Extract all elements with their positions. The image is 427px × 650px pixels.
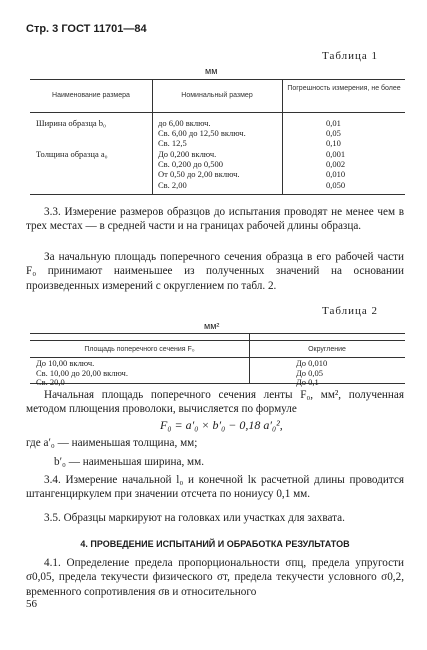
table1-caption: Таблица 1 bbox=[322, 50, 379, 62]
table-cell: Толщина образца a₀ bbox=[36, 149, 108, 159]
table2-top-border bbox=[30, 340, 405, 341]
table2-header-rounding: Округление bbox=[308, 346, 346, 353]
where-width: b′₀ — наименьшая ширина, мм. bbox=[54, 456, 205, 468]
paragraph-3-5: 3.5. Образцы маркируют на головках или участках для захвата. bbox=[44, 512, 345, 524]
table2-col-divider bbox=[249, 333, 250, 383]
table-cell: До 10,00 включ. Св. 10,00 до 20,00 включ. Св. 20,0 bbox=[36, 358, 128, 387]
table1-header-border bbox=[30, 112, 405, 113]
table1-header-name: Наименование размера bbox=[52, 92, 130, 99]
table-cell: до 6,00 включ. Св. 6,00 до 12,50 включ. Св. 12,5 bbox=[158, 118, 246, 149]
table2-header-area: Площадь поперечного сечения F₀ bbox=[84, 346, 195, 353]
table1-units: мм bbox=[205, 66, 218, 76]
page-number: 56 bbox=[26, 598, 37, 610]
table-cell: 0,001 0,002 0,010 0,050 bbox=[326, 149, 346, 190]
paragraph-area: За начальную площадь поперечного сечения образца в его рабочей части F₀ принимают наименьшее из полученных значений на основании произведенных измерений с округлением по табл. 2. bbox=[26, 251, 404, 292]
paragraph-4-1: 4.1. Определение предела пропорциональности σпц, предела упругости σ0,05, предела текучести физического σт, предела текучести условного σ0,2, временного сопротивления σв и относительного bbox=[26, 557, 404, 598]
table2-caption: Таблица 2 bbox=[322, 305, 379, 317]
paragraph-3-3: 3.3. Измерение размеров образцов до испытания проводят не менее чем в трех местах — в средней части и на границах рабочей длины образца. bbox=[26, 206, 404, 233]
table-cell: 0,01 0,05 0,10 bbox=[326, 118, 341, 149]
table1-bottom-border bbox=[30, 194, 405, 195]
section-4-title: 4. ПРОВЕДЕНИЕ ИСПЫТАНИЙ И ОБРАБОТКА РЕЗУЛЬТАТОВ bbox=[80, 539, 350, 549]
paragraph-initial-area: Начальная площадь поперечного сечения ленты F₀, мм², полученная методом плющения проволоки, вычисляется по формуле bbox=[26, 389, 404, 416]
where-thickness: где a′₀ — наименьшая толщина, мм; bbox=[26, 437, 198, 449]
table-cell: Ширина образца b₀ bbox=[36, 118, 106, 128]
formula: F₀ = a′₀ × b′₀ − 0,18 a′₀², bbox=[160, 418, 283, 432]
table1-header-size: Номинальный размер bbox=[181, 92, 253, 99]
table-cell: До 0,200 включ. Св. 0,200 до 0,500 От 0,50 до 2,00 включ. Св. 2,00 bbox=[158, 149, 240, 190]
table1-header-error: Погрешность измерения, не более bbox=[287, 85, 401, 92]
paragraph-3-4: 3.4. Измерение начальной l₀ и конечной lк расчетной длины проводится штангенциркулем при значении отсчета по нониусу 0,1 мм. bbox=[26, 474, 404, 501]
table1-col-divider bbox=[282, 79, 283, 194]
table2-top-border bbox=[30, 333, 405, 334]
table2-units: мм² bbox=[204, 321, 220, 331]
page-header: Стр. 3 ГОСТ 11701—84 bbox=[26, 23, 147, 35]
table1-top-border bbox=[30, 79, 405, 80]
table-cell: До 0,010 До 0,05 До 0,1 bbox=[296, 358, 328, 387]
